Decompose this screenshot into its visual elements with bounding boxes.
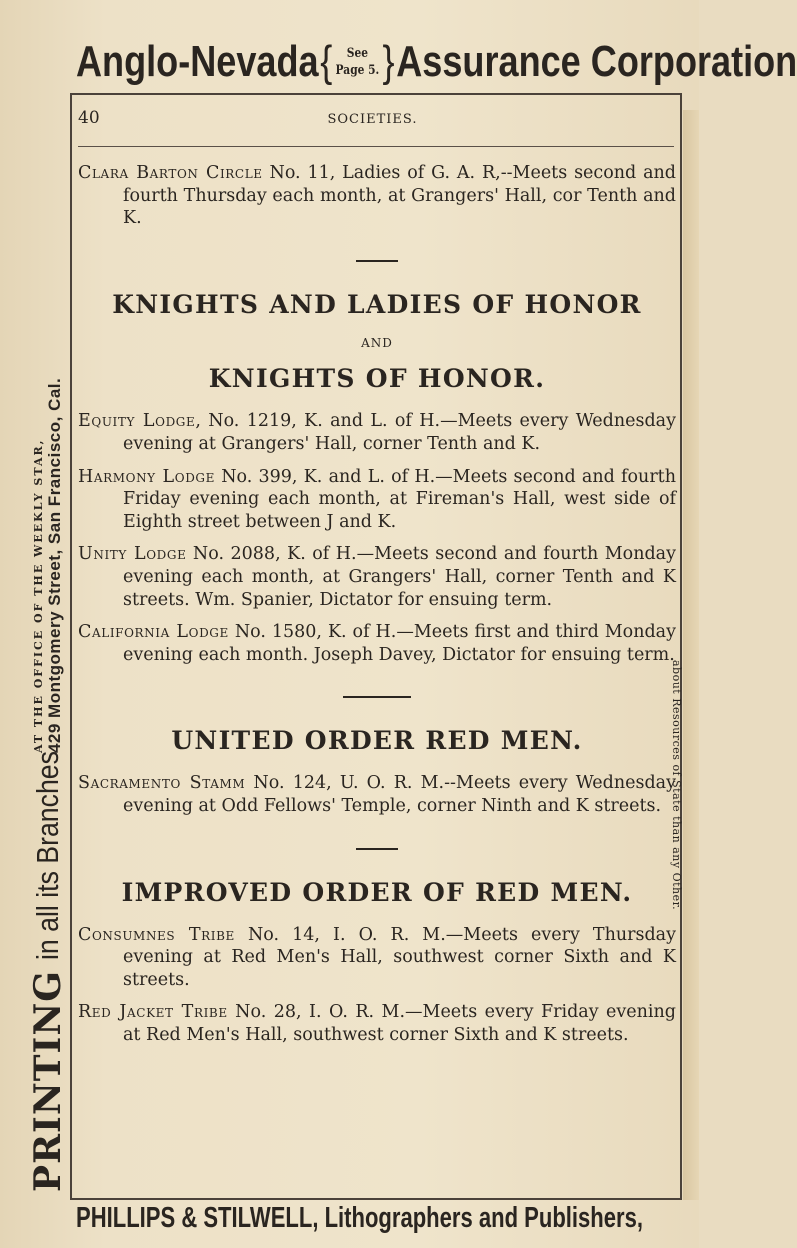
entry-clara-barton: [78, 162, 676, 230]
section-title-knights-honor: KNIGHTS OF HONOR.: [208, 364, 546, 394]
entry-harmony-lodge: [78, 466, 676, 534]
entry-name: Consumnes Tribe: [78, 924, 235, 945]
entry-text: No. 11, Ladies of G. A. R,--Meets second and fourth Thursday each month, at Grangers' Hall, cor Tenth and K.: [123, 163, 676, 229]
entry-text: No. 28, I. O. R. M.—Meets every Friday evening at Red Men's Hall, southwest corner Sixth and K streets.: [123, 1002, 676, 1045]
ad-street-line: 429 Montgomery Street, San Francisco, Cal.: [44, 377, 64, 754]
right-margin-strip: [683, 110, 699, 1200]
section-title-knights-ladies: KNIGHTS AND LADIES OF HONOR: [112, 289, 642, 319]
section-title-united-order: UNITED ORDER RED MEN.: [171, 726, 583, 756]
frame-top-rule: [70, 93, 682, 95]
entry-text: No. 14, I. O. R. M.—Meets every Thursday evening at Red Men's Hall, southwest corner Sixth and K streets.: [123, 924, 676, 990]
brace-left: {: [320, 37, 333, 86]
entry-text: No. 124, U. O. R. M.--Meets every Wednesday evening at Odd Fellows' Temple, corner Ninth and K streets.: [123, 773, 676, 816]
entry-consumnes-tribe: [78, 924, 676, 992]
bottom-advertisement: PHILLIPS & STILWELL, Lithographers and Publishers,: [76, 1202, 643, 1234]
ad-address-block: [32, 378, 65, 753]
entry-name: Sacramento Stamm: [78, 773, 246, 794]
entry-name: Clara Barton Circle: [78, 163, 263, 183]
entry-text: No. 2088, K. of H.—Meets second and fourth Monday evening each month, at Grangers' Hall, corner Tenth and K streets. Wm. Spanier, Dictator for ensuing term.: [123, 544, 676, 610]
entry-text: No. 1580, K. of H.—Meets first and third Monday evening each month. Joseph Davey, Dictator for ensuing term.: [123, 622, 676, 665]
see-page-reference: [336, 45, 380, 79]
entry-name: Unity Lodge: [78, 544, 187, 565]
ad-in-all-branches: in all its Branches: [30, 751, 65, 960]
right-edge-advertisement: about Resources of State than any Other.: [670, 660, 683, 911]
main-content: [78, 162, 676, 1056]
entry-name: Harmony Lodge: [78, 466, 215, 487]
entry-sacramento-stamm: [78, 772, 676, 817]
entry-name: California Lodge: [78, 622, 229, 643]
section-divider: [343, 696, 411, 698]
entry-text: , No. 1219, K. and L. of H.—Meets every Wednesday evening at Grangers' Hall, corner Tenth and K.: [123, 411, 676, 454]
ad-printing: PRINTING: [27, 969, 69, 1192]
section-divider: [356, 260, 398, 262]
ad-assurance-corporation: Assurance Corporation: [396, 37, 797, 86]
ad-office-line: AT THE OFFICE OF THE WEEKLY STAR,: [31, 438, 45, 754]
side-advertisement: [24, 92, 72, 1192]
page-ref-label: Page 5.: [335, 63, 380, 78]
entry-unity-lodge: [78, 543, 676, 611]
ad-anglo-nevada: Anglo-Nevada: [76, 37, 319, 86]
entry-name: Red Jacket Tribe: [78, 1002, 228, 1023]
entry-california-lodge: [78, 621, 676, 666]
header-rule: [78, 146, 674, 147]
see-label: See: [346, 46, 369, 61]
entry-equity-lodge: [78, 410, 676, 455]
page-number: 40: [78, 108, 100, 128]
frame-bottom-rule: [70, 1198, 682, 1200]
top-advertisement: [76, 34, 797, 90]
section-title-improved-order: IMPROVED ORDER OF RED MEN.: [121, 877, 633, 907]
running-head: SOCIETIES.: [327, 112, 418, 127]
brace-right: }: [382, 37, 395, 86]
and-label: AND: [361, 335, 393, 350]
section-divider: [356, 848, 398, 850]
entry-name: Equity Lodge: [78, 411, 196, 432]
entry-red-jacket-tribe: [78, 1001, 676, 1046]
entry-text: No. 399, K. and L. of H.—Meets second and fourth Friday evening each month, at Fireman's Hall, west side of Eighth street between J and K.: [123, 466, 676, 532]
